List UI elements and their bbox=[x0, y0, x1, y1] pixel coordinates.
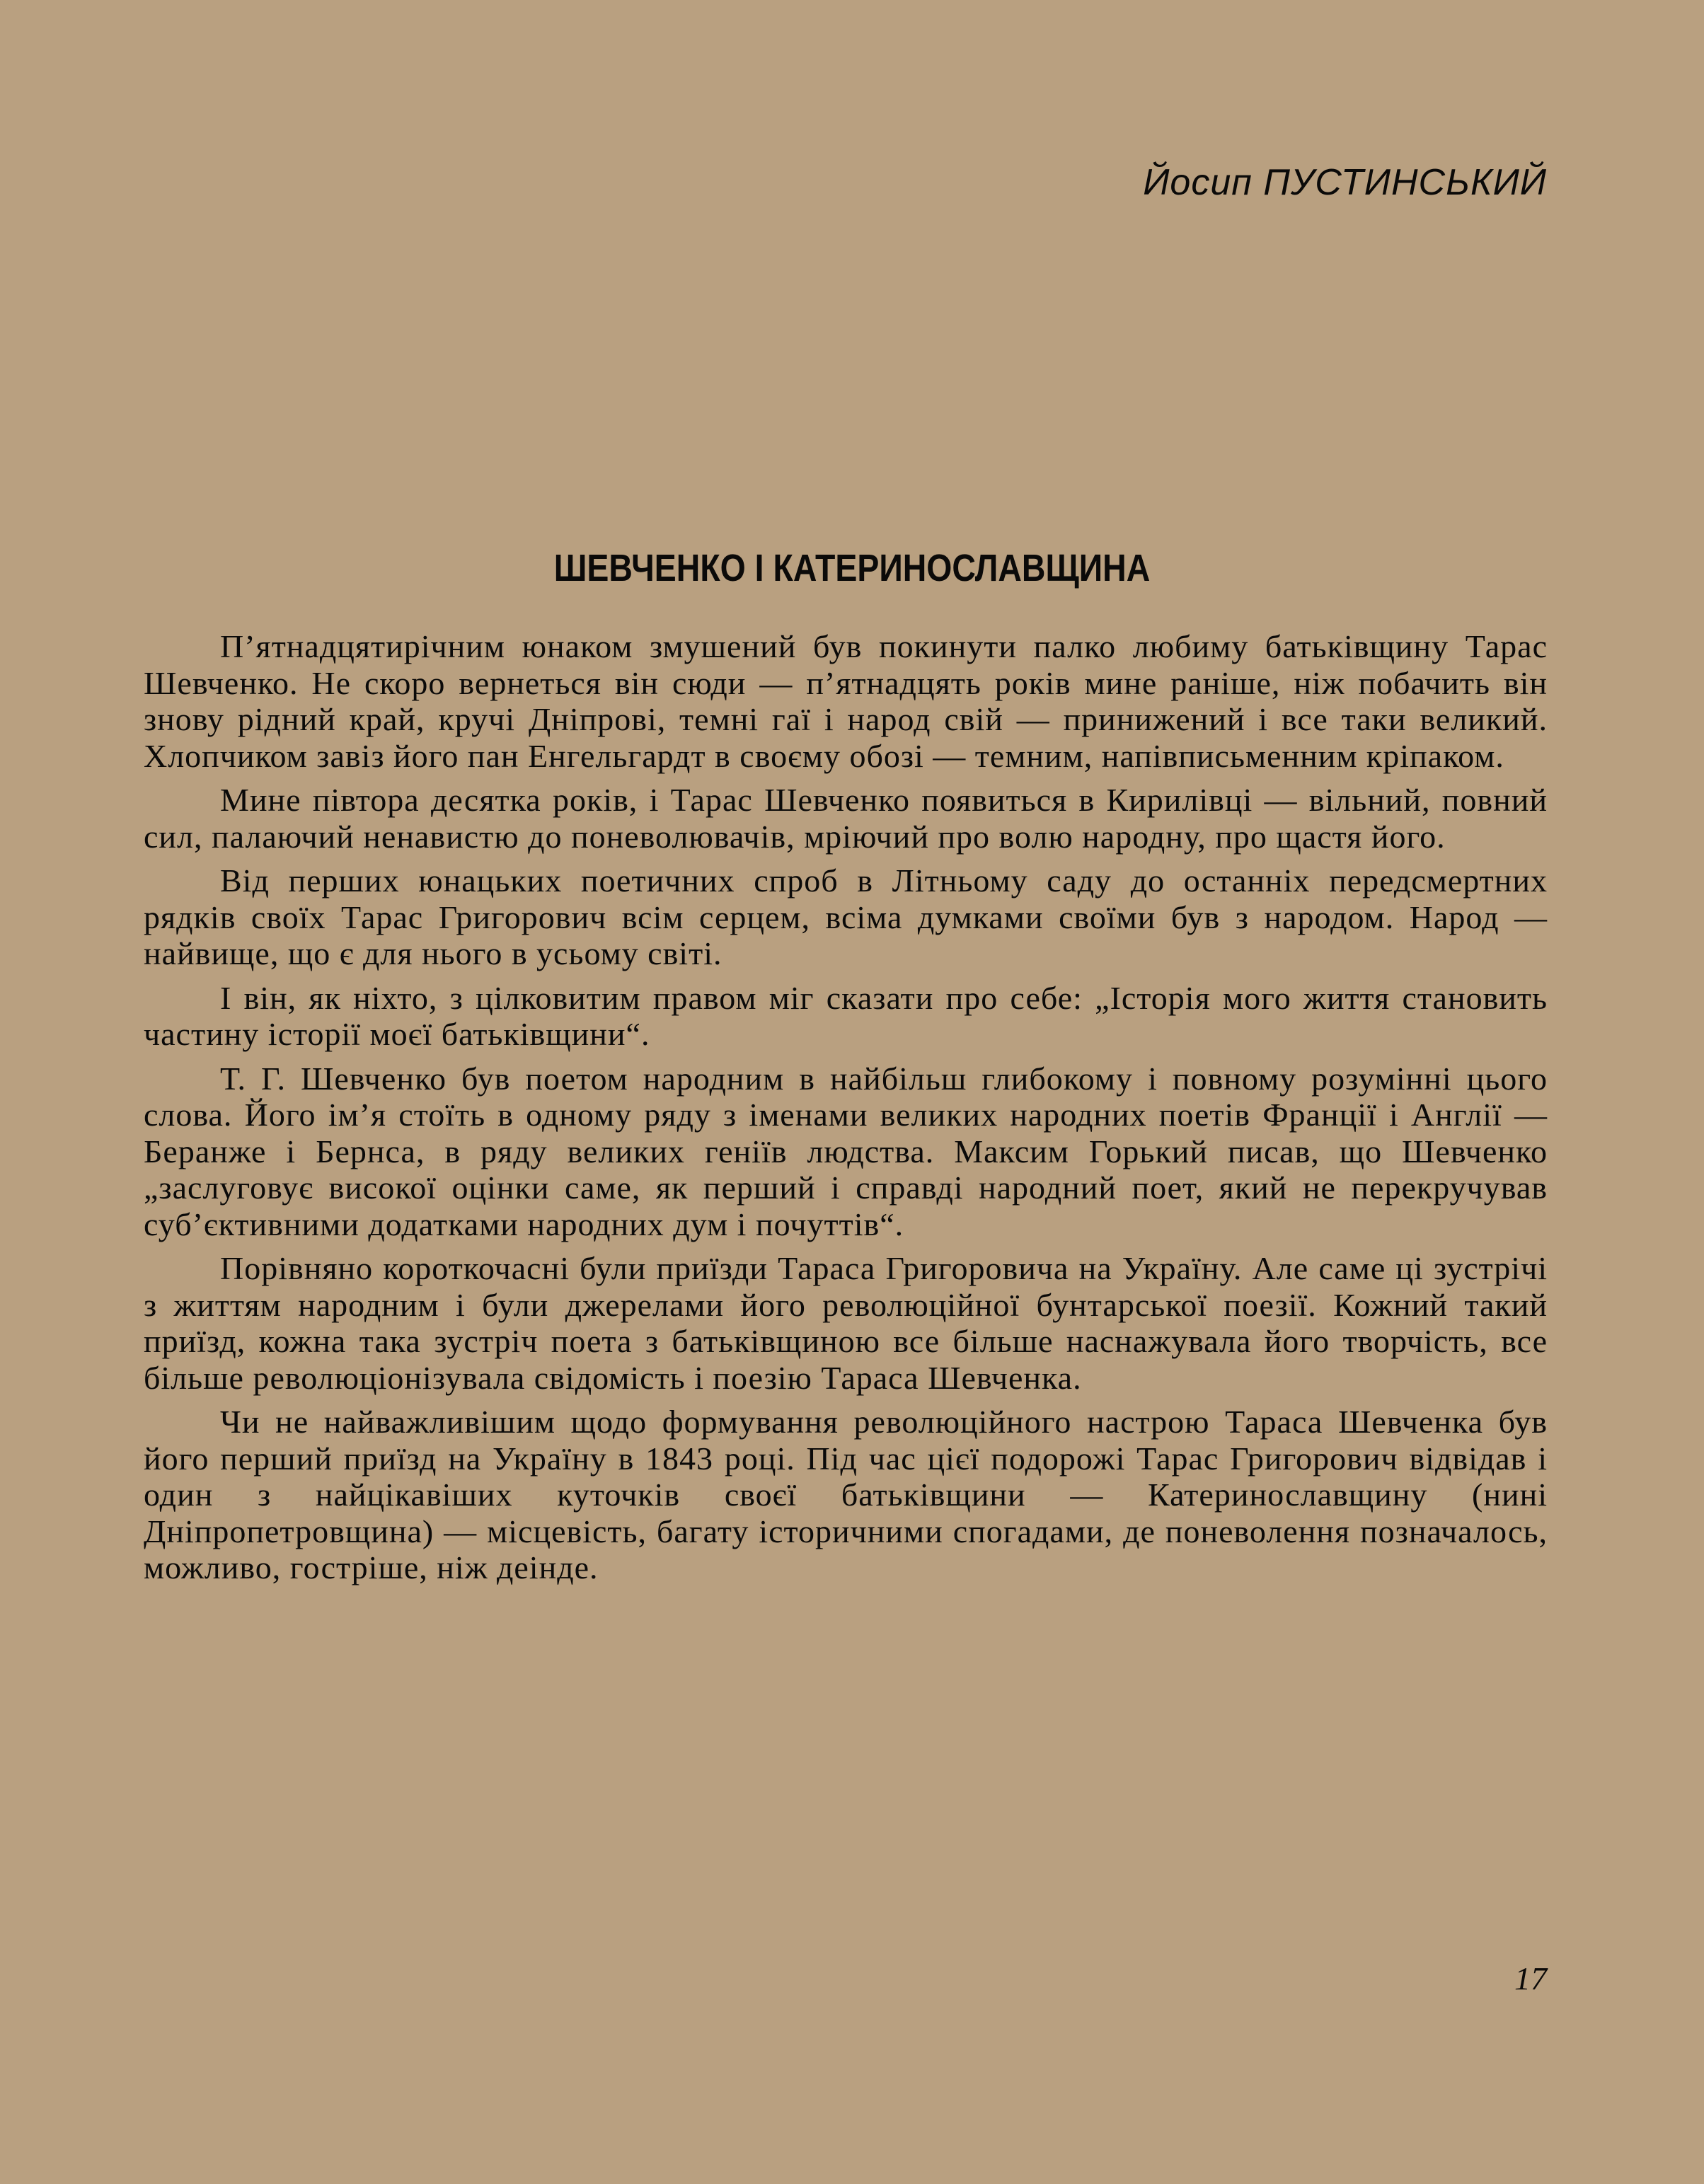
paragraph-1: П’ятнадцятирічним юнаком змушений був покинути палко любиму батьківщину Тарас Шевченко. Не скоро вернеться він сюди — п’ятнадцять років мине раніше, ніж побачить він знову рідний край, кручі Дніпрові, темні гаї і народ свій — принижений і все таки великий. Хлопчиком завіз його пан Енгельгардт в своєму обозі — темним, напівписьменним кріпаком. bbox=[144, 628, 1548, 774]
paragraph-3: Від перших юнацьких поетичних спроб в Літньому саду до останніх передсмертних рядків своїх Тарас Григорович всім серцем, всіма думками своїми був з народом. Народ — найвище, що є для нього в усьому світі. bbox=[144, 862, 1548, 971]
author-name: Йосип ПУСТИНСЬКИЙ bbox=[1143, 162, 1547, 203]
paragraph-7: Чи не найважливішим щодо формування революційного настрою Тараса Шевченка був його перший приїзд на Україну в 1843 році. Під час цієї подорожі Тарас Григорович відвідав і один з найцікавіших куточків своєї батьківщини — Катеринославщину (нині Дніпропетровщина) — місцевість, багату історичними спогадами, де поневолення позначалось, можливо, гостріше, ніж деінде. bbox=[144, 1404, 1548, 1585]
page-number: 17 bbox=[1514, 1960, 1547, 1997]
paragraph-6: Порівняно короткочасні були приїзди Тараса Григоровича на Україну. Але саме ці зустрічі з життям народним і були джерелами його революційної бунтарської поезії. Кожний такий приїзд, кожна така зустріч поета з батьківщиною все більше наснажувала його творчість, все більше революціонізувала свідомість і поезію Тараса Шевченка. bbox=[144, 1250, 1548, 1396]
paragraph-4: І він, як ніхто, з цілковитим правом міг сказати про себе: „Історія мого життя становить частину історії моєї батьківщини“. bbox=[144, 979, 1548, 1052]
paragraph-2: Мине півтора десятка років, і Тарас Шевченко появиться в Кирилівці — вільний, повний сил, палаючий ненавистю до поневолювачів, мріючий про волю народну, про щастя його. bbox=[144, 782, 1548, 855]
article-body bbox=[144, 628, 1548, 1594]
paragraph-5: Т. Г. Шевченко був поетом народним в найбільш глибокому і повному розумінні цього слова. Його ім’я стоїть в одному ряду з іменами великих народних поетів Франції і Англії — Беранже і Бернса, в ряду великих геніїв людства. Максим Горький писав, що Шевченко „заслуговує високої оцінки саме, як перший і справді народний поет, який не перекручував суб’єктивними додатками народних дум і почуттів“. bbox=[144, 1060, 1548, 1242]
article-title: ШЕВЧЕНКО І КАТЕРИНОСЛАВЩИНА bbox=[553, 547, 1151, 589]
